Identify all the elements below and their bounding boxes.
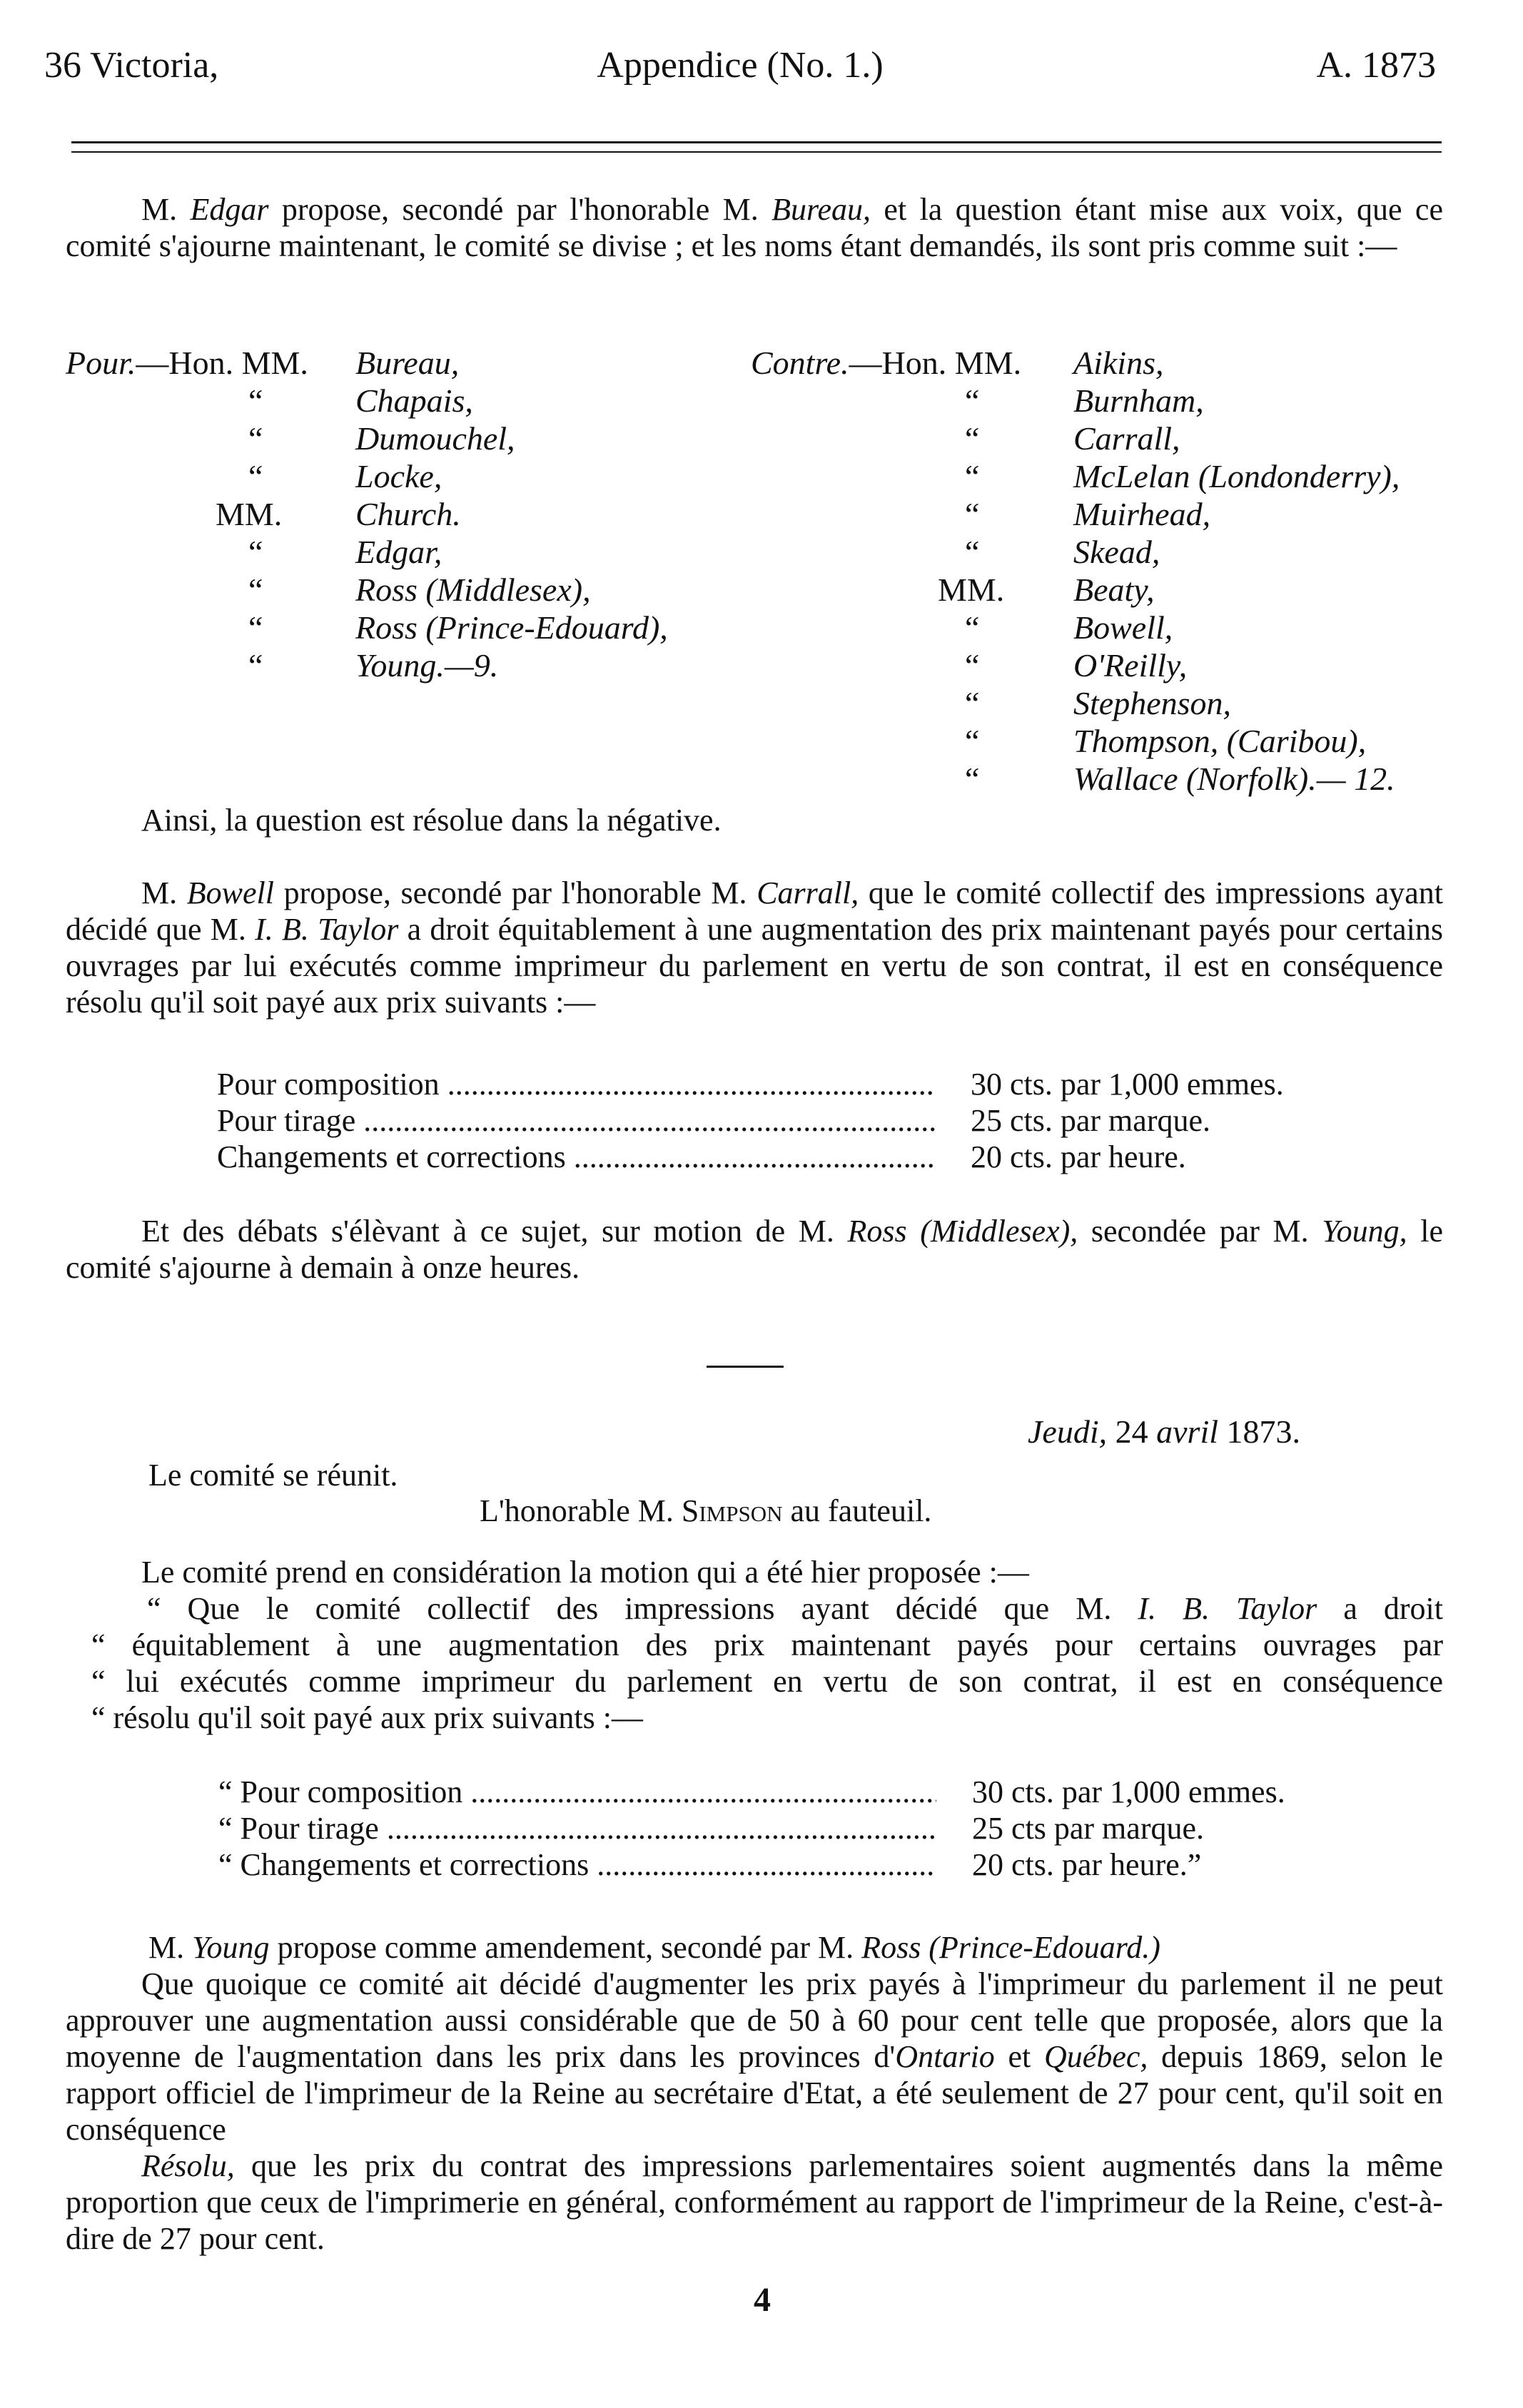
price-table-1 bbox=[217, 1066, 1444, 1175]
name-bowell: Bowell bbox=[186, 875, 274, 910]
price-row bbox=[218, 1846, 1446, 1883]
label-hon-mm: —Hon. MM. bbox=[136, 345, 308, 381]
vote-name: Bowell, bbox=[1073, 609, 1173, 646]
price-value: 20 cts. par heure.” bbox=[972, 1847, 1202, 1882]
vote-name: Young.—9. bbox=[355, 647, 499, 684]
ditto-mark: “ bbox=[965, 534, 980, 570]
price-table-2 bbox=[218, 1774, 1446, 1883]
date-month: avril bbox=[1156, 1413, 1219, 1450]
text-run: propose comme amendement, secondé par M. bbox=[269, 1930, 862, 1965]
ditto-mark: “ bbox=[965, 420, 980, 457]
vote-row bbox=[751, 571, 1450, 609]
price-value: 20 cts. par heure. bbox=[971, 1139, 1186, 1174]
vote-row bbox=[66, 533, 751, 571]
vote-row bbox=[66, 420, 751, 457]
vote-name: Burnham, bbox=[1073, 382, 1204, 419]
price-item: “ Pour composition ..... bbox=[218, 1774, 936, 1810]
text-run: propose, secondé par l'honorable M. bbox=[268, 192, 772, 227]
date-day: Jeudi, bbox=[1028, 1413, 1108, 1450]
ditto-mark: “ bbox=[248, 571, 263, 608]
vote-row bbox=[751, 382, 1450, 420]
vote-name: Locke, bbox=[355, 458, 442, 494]
vote-row bbox=[751, 533, 1450, 571]
header-year: A. 1873 bbox=[1316, 45, 1436, 86]
name-young: Young bbox=[192, 1930, 270, 1965]
date-year: 1873. bbox=[1218, 1413, 1301, 1450]
price-value: 30 cts. par 1,000 emmes. bbox=[971, 1067, 1284, 1102]
vote-name: Wallace (Norfolk).— 12. bbox=[1073, 761, 1395, 797]
ditto-mark: “ bbox=[965, 761, 980, 797]
text-run: au fauteuil. bbox=[782, 1493, 932, 1528]
vote-row bbox=[66, 646, 751, 684]
vote-name: Thompson, (Caribou), bbox=[1073, 723, 1367, 759]
name-bureau: Bureau, bbox=[771, 192, 871, 227]
vote-row bbox=[751, 609, 1450, 646]
ditto-mark: “ bbox=[248, 647, 263, 684]
ditto-mark: “ bbox=[965, 382, 980, 419]
ditto-mark: “ bbox=[248, 382, 263, 419]
paragraph-adjournment bbox=[66, 1213, 1443, 1286]
ditto-mark: “ bbox=[965, 458, 980, 494]
section-divider bbox=[707, 1366, 784, 1368]
header-rule-thin bbox=[71, 151, 1442, 153]
vote-row bbox=[66, 571, 751, 609]
vote-row bbox=[751, 760, 1450, 798]
vote-row bbox=[751, 495, 1450, 533]
price-row bbox=[218, 1774, 1446, 1810]
price-row bbox=[217, 1102, 1444, 1139]
vote-row bbox=[751, 722, 1450, 760]
text-run: M. bbox=[141, 875, 187, 910]
text-run: a droit équitablement à une augmentation des prix maintenant payés pour certains ouvrages par lui exécutés comme imprimeur du parlement en vertu de son contrat, il est en conséquence résolu qu'il soit payé aux prix suivants :— bbox=[66, 912, 1444, 1020]
vote-name: Chapais, bbox=[355, 382, 473, 419]
name-ontario: Ontario bbox=[895, 2039, 995, 2074]
text-run: Que quoique ce comité ait décidé d'augmenter les prix payés à l'imprimeur du parlement il ne peut approuver une augmentation aussi considérable que de 50 à 60 pour cent telle que proposée, alors que la moyenne de l'augmentation dans les prix dans les provinces d' bbox=[66, 1966, 1443, 2074]
price-item: “ Changements et corrections ..... bbox=[218, 1846, 936, 1883]
price-row bbox=[217, 1066, 1444, 1102]
paragraph-amendment-body bbox=[66, 1966, 1443, 2148]
vote-name: Carrall, bbox=[1073, 420, 1180, 457]
text-run: L'honorable M. bbox=[480, 1493, 682, 1528]
label-contre: Contre. bbox=[751, 345, 849, 381]
ditto-mark: “ bbox=[248, 609, 263, 646]
text-run: et bbox=[994, 2039, 1045, 2074]
text-run: a droit bbox=[1317, 1591, 1443, 1626]
price-item: “ Pour tirage ..... bbox=[218, 1810, 936, 1846]
paragraph-young-amendment bbox=[148, 1929, 1443, 1966]
price-row bbox=[217, 1139, 1444, 1175]
price-row bbox=[218, 1810, 1446, 1846]
text-run: secondée par M. bbox=[1078, 1214, 1322, 1249]
vote-header-pour bbox=[66, 344, 751, 382]
session-dateline bbox=[1028, 1413, 1300, 1451]
paragraph-resolution bbox=[66, 2148, 1443, 2257]
text-run: propose, secondé par l'honorable M. bbox=[273, 875, 757, 910]
name-taylor: I. B. Taylor bbox=[255, 912, 399, 947]
chair-line bbox=[480, 1493, 931, 1529]
ditto-mark: “ bbox=[248, 534, 263, 570]
text-run: que le comité collectif des impressions ayant décidé que M. bbox=[66, 875, 1443, 947]
vote-header-contre bbox=[751, 344, 1450, 382]
ditto-mark: “ bbox=[965, 647, 980, 684]
paragraph-edgar-motion bbox=[66, 191, 1443, 264]
header-title: Appendice (No. 1.) bbox=[597, 45, 884, 86]
vote-name: Bureau, bbox=[355, 345, 460, 381]
quoted-motion-line bbox=[147, 1590, 1443, 1627]
page-number: 4 bbox=[754, 2281, 771, 2319]
mm-prefix: MM. bbox=[938, 571, 1005, 608]
vote-row bbox=[751, 684, 1450, 722]
price-item: Pour composition ..... bbox=[217, 1066, 935, 1102]
date-number: 24 bbox=[1107, 1413, 1157, 1450]
vote-row bbox=[66, 382, 751, 420]
ditto-mark: “ bbox=[248, 420, 263, 457]
text-run: “ Que le comité collectif des impressions ayant décidé que M. bbox=[147, 1591, 1138, 1626]
label-hon-mm: —Hon. MM. bbox=[849, 345, 1022, 381]
quoted-motion-line: “ lui exécutés comme imprimeur du parlement en vertu de son contrat, il est en conséquence bbox=[91, 1664, 1443, 1699]
ditto-mark: “ bbox=[965, 685, 980, 721]
ditto-mark: “ bbox=[248, 458, 263, 494]
vote-row bbox=[66, 609, 751, 646]
ditto-mark: “ bbox=[965, 609, 980, 646]
name-young: Young, bbox=[1322, 1214, 1407, 1249]
label-resolu: Résolu, bbox=[141, 2148, 235, 2183]
meeting-opened: Le comité se réunit. bbox=[148, 1458, 398, 1493]
vote-row bbox=[751, 457, 1450, 495]
vote-name: Muirhead, bbox=[1073, 496, 1211, 532]
vote-name: Dumouchel, bbox=[355, 420, 515, 457]
name-simpson: Simpson bbox=[681, 1493, 783, 1528]
mm-prefix: MM. bbox=[216, 496, 283, 532]
vote-list-contre bbox=[751, 344, 1450, 798]
name-taylor: I. B. Taylor bbox=[1138, 1591, 1317, 1626]
text-run: le comité s'ajourne à demain à onze heures. bbox=[66, 1214, 1443, 1285]
paragraph-bowell-motion bbox=[66, 875, 1443, 1020]
ditto-mark: “ bbox=[965, 496, 980, 532]
vote-row bbox=[751, 646, 1450, 684]
vote-name: Ross (Prince-Edouard), bbox=[355, 609, 668, 646]
vote-name: Aikins, bbox=[1073, 345, 1164, 381]
text-run: depuis 1869, selon le rapport officiel de l'imprimeur de la Reine au secrétaire d'Etat, a été seulement de 27 pour cent, qu'il soit en conséquence bbox=[66, 2039, 1443, 2147]
name-ross-middlesex: Ross (Middlesex), bbox=[847, 1214, 1078, 1249]
header-volume: 36 Victoria, bbox=[44, 45, 219, 86]
vote-row bbox=[66, 495, 751, 533]
vote-name: O'Reilly, bbox=[1073, 647, 1188, 684]
vote-name: Church. bbox=[355, 496, 461, 532]
name-ross-prince-edouard: Ross (Prince-Edouard.) bbox=[861, 1930, 1160, 1965]
price-value: 25 cts. par marque. bbox=[971, 1103, 1210, 1138]
text-run: M. bbox=[148, 1930, 193, 1965]
text-run: que les prix du contrat des impressions parlementaires soient augmentés dans la même proportion que ceux de l'imprimerie en général, conformément au rapport de l'imprimeur de la Reine, c'est-à-dire de 27 pour cent. bbox=[66, 2148, 1443, 2256]
vote-row bbox=[66, 457, 751, 495]
vote-list-pour bbox=[66, 344, 751, 684]
name-edgar: Edgar bbox=[190, 192, 269, 227]
paragraph-consideration: Le comité prend en considération la motion qui a été hier proposée :— bbox=[141, 1555, 1029, 1590]
vote-name: Stephenson, bbox=[1073, 685, 1232, 721]
vote-name: Skead, bbox=[1073, 534, 1160, 570]
label-pour: Pour. bbox=[66, 345, 136, 381]
price-value: 25 cts par marque. bbox=[972, 1811, 1204, 1846]
price-item: Changements et corrections ..... bbox=[217, 1139, 935, 1175]
name-quebec: Québec, bbox=[1044, 2039, 1148, 2074]
vote-name: Edgar, bbox=[355, 534, 442, 570]
ditto-mark: “ bbox=[965, 723, 980, 759]
vote-name: Ross (Middlesex), bbox=[355, 571, 591, 608]
header-rule-thick bbox=[71, 141, 1442, 143]
text-run: et la question étant mise aux voix, que ce comité s'ajourne maintenant, le comité se divise ; et les noms étant demandés, ils sont pris comme suit :— bbox=[66, 192, 1443, 263]
name-carrall: Carrall, bbox=[757, 875, 859, 910]
quoted-motion-line: “ résolu qu'il soit payé aux prix suivants :— bbox=[91, 1700, 643, 1735]
vote-name: Beaty, bbox=[1073, 571, 1155, 608]
paragraph-result: Ainsi, la question est résolue dans la négative. bbox=[141, 803, 722, 838]
price-value: 30 cts. par 1,000 emmes. bbox=[972, 1774, 1285, 1809]
text-run: M. bbox=[141, 192, 191, 227]
price-item: Pour tirage ..... bbox=[217, 1102, 935, 1139]
text-run: Et des débats s'élèvant à ce sujet, sur motion de M. bbox=[141, 1214, 848, 1249]
vote-name: McLelan (Londonderry), bbox=[1073, 458, 1400, 494]
vote-row bbox=[751, 420, 1450, 457]
running-header bbox=[44, 44, 1436, 101]
quoted-motion-line: “ équitablement à une augmentation des prix maintenant payés pour certains ouvrages par bbox=[91, 1627, 1443, 1662]
